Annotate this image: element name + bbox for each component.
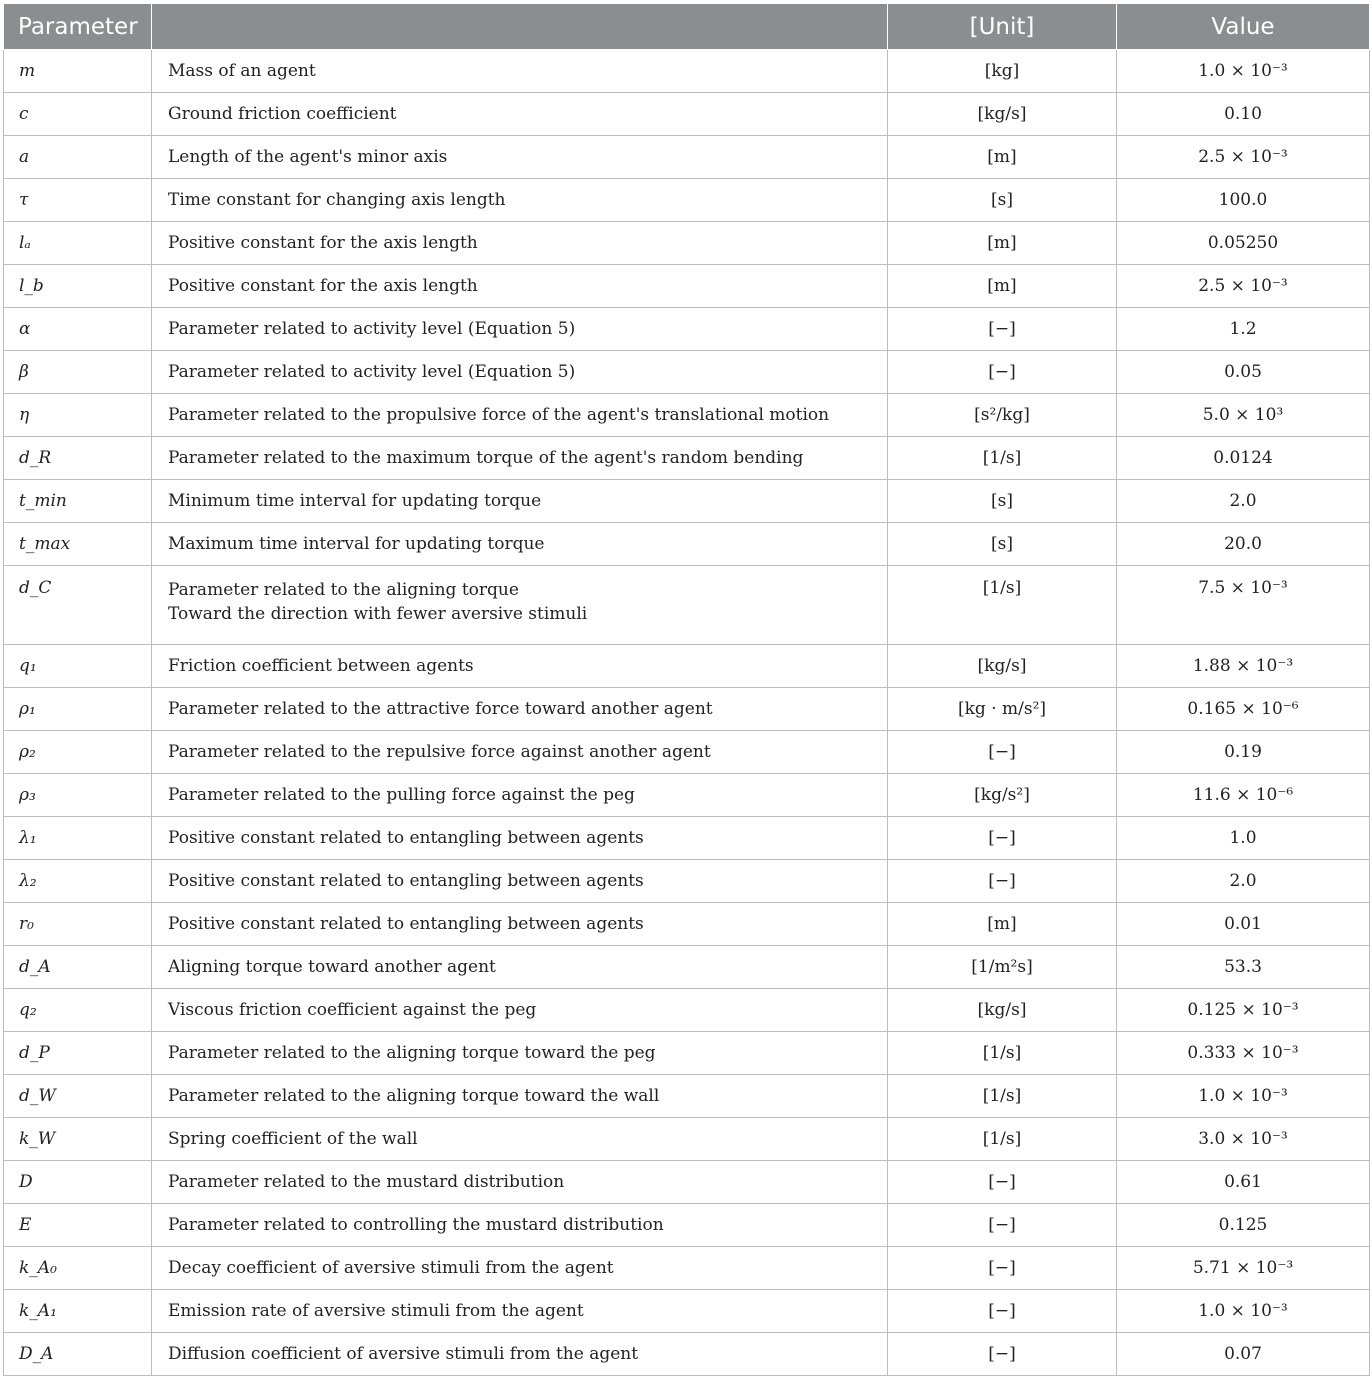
parameter-symbol: λ₁ bbox=[4, 817, 152, 860]
parameter-description bbox=[152, 989, 888, 1032]
table-row bbox=[4, 308, 1370, 351]
parameter-value: 1.0 × 10⁻³ bbox=[1117, 1290, 1370, 1333]
parameter-description bbox=[152, 1118, 888, 1161]
parameter-symbol: ρ₂ bbox=[4, 731, 152, 774]
parameter-value: 0.05 bbox=[1117, 351, 1370, 394]
table-row bbox=[4, 946, 1370, 989]
parameter-value: 7.5 × 10⁻³ bbox=[1117, 566, 1370, 645]
table-row bbox=[4, 136, 1370, 179]
description-line: Parameter related to the maximum torque of the agent's random bending bbox=[168, 448, 804, 468]
parameter-value: 1.0 bbox=[1117, 817, 1370, 860]
parameter-value: 1.0 × 10⁻³ bbox=[1117, 50, 1370, 93]
description-line: Mass of an agent bbox=[168, 61, 316, 81]
parameter-unit: [−] bbox=[888, 1290, 1117, 1333]
description-line: Parameter related to the aligning torque toward the peg bbox=[168, 1043, 656, 1063]
table-row bbox=[4, 222, 1370, 265]
parameter-symbol: a bbox=[4, 136, 152, 179]
parameter-value: 0.01 bbox=[1117, 903, 1370, 946]
parameter-value: 1.0 × 10⁻³ bbox=[1117, 1075, 1370, 1118]
table-row bbox=[4, 817, 1370, 860]
parameter-value: 0.125 × 10⁻³ bbox=[1117, 989, 1370, 1032]
parameter-unit: [s] bbox=[888, 523, 1117, 566]
parameter-unit: [kg/s] bbox=[888, 93, 1117, 136]
parameter-symbol: α bbox=[4, 308, 152, 351]
parameter-symbol: q₁ bbox=[4, 645, 152, 688]
parameter-symbol: l_b bbox=[4, 265, 152, 308]
parameter-symbol: t_min bbox=[4, 480, 152, 523]
parameter-description bbox=[152, 308, 888, 351]
parameter-unit: [m] bbox=[888, 265, 1117, 308]
parameter-value: 0.10 bbox=[1117, 93, 1370, 136]
parameter-value: 0.05250 bbox=[1117, 222, 1370, 265]
description-line: Positive constant related to entangling between agents bbox=[168, 828, 644, 848]
description-line: Parameter related to activity level (Equation 5) bbox=[168, 319, 576, 339]
parameter-symbol: D_A bbox=[4, 1333, 152, 1376]
parameter-unit: [m] bbox=[888, 903, 1117, 946]
parameter-value: 5.71 × 10⁻³ bbox=[1117, 1247, 1370, 1290]
parameter-description bbox=[152, 1204, 888, 1247]
table-row bbox=[4, 1032, 1370, 1075]
parameter-description bbox=[152, 394, 888, 437]
description-line: Parameter related to controlling the mustard distribution bbox=[168, 1215, 664, 1235]
parameter-description bbox=[152, 1075, 888, 1118]
header-description bbox=[152, 4, 888, 50]
parameter-unit: [1/s] bbox=[888, 1118, 1117, 1161]
description-line: Length of the agent's minor axis bbox=[168, 147, 448, 167]
description-line: Positive constant for the axis length bbox=[168, 276, 478, 296]
description-line: Aligning torque toward another agent bbox=[168, 957, 496, 977]
description-line: Decay coefficient of aversive stimuli from the agent bbox=[168, 1258, 614, 1278]
parameter-description bbox=[152, 222, 888, 265]
table-row bbox=[4, 50, 1370, 93]
table-row bbox=[4, 93, 1370, 136]
description-line: Parameter related to the aligning torque toward the wall bbox=[168, 1086, 660, 1106]
parameter-value: 0.19 bbox=[1117, 731, 1370, 774]
table-row bbox=[4, 1204, 1370, 1247]
description-line: Parameter related to activity level (Equation 5) bbox=[168, 362, 576, 382]
header-unit: [Unit] bbox=[888, 4, 1117, 50]
parameter-unit: [−] bbox=[888, 860, 1117, 903]
parameter-description bbox=[152, 351, 888, 394]
description-line: Positive constant for the axis length bbox=[168, 233, 478, 253]
parameter-table bbox=[3, 3, 1370, 1376]
parameter-unit: [kg/s] bbox=[888, 645, 1117, 688]
parameter-symbol: λ₂ bbox=[4, 860, 152, 903]
description-line: Parameter related to the pulling force against the peg bbox=[168, 785, 635, 805]
parameter-description bbox=[152, 1333, 888, 1376]
description-line: Friction coefficient between agents bbox=[168, 656, 474, 676]
table-row bbox=[4, 903, 1370, 946]
table-row bbox=[4, 688, 1370, 731]
table-row bbox=[4, 1247, 1370, 1290]
parameter-value: 0.125 bbox=[1117, 1204, 1370, 1247]
parameter-symbol: β bbox=[4, 351, 152, 394]
parameter-symbol: lₐ bbox=[4, 222, 152, 265]
parameter-description bbox=[152, 688, 888, 731]
parameter-description bbox=[152, 903, 888, 946]
description-line: Parameter related to the aligning torque bbox=[168, 580, 519, 600]
header-parameter: Parameter bbox=[4, 4, 152, 50]
header-row bbox=[4, 4, 1370, 50]
parameter-unit: [kg/s²] bbox=[888, 774, 1117, 817]
parameter-unit: [−] bbox=[888, 351, 1117, 394]
parameter-symbol: ρ₁ bbox=[4, 688, 152, 731]
parameter-value: 0.61 bbox=[1117, 1161, 1370, 1204]
table-row bbox=[4, 774, 1370, 817]
parameter-description bbox=[152, 860, 888, 903]
description-line: Diffusion coefficient of aversive stimuli from the agent bbox=[168, 1344, 639, 1364]
parameter-symbol: d_W bbox=[4, 1075, 152, 1118]
parameter-symbol: d_P bbox=[4, 1032, 152, 1075]
parameter-unit: [−] bbox=[888, 1204, 1117, 1247]
description-line: Spring coefficient of the wall bbox=[168, 1129, 418, 1149]
table-row bbox=[4, 437, 1370, 480]
table-row bbox=[4, 1333, 1370, 1376]
parameter-symbol: k_W bbox=[4, 1118, 152, 1161]
table-row bbox=[4, 645, 1370, 688]
parameter-symbol: η bbox=[4, 394, 152, 437]
parameter-unit: [−] bbox=[888, 1161, 1117, 1204]
parameter-unit: [s²/kg] bbox=[888, 394, 1117, 437]
parameter-symbol: D bbox=[4, 1161, 152, 1204]
table-row bbox=[4, 566, 1370, 645]
description-line: Time constant for changing axis length bbox=[168, 190, 506, 210]
parameter-value: 5.0 × 10³ bbox=[1117, 394, 1370, 437]
parameter-value: 3.0 × 10⁻³ bbox=[1117, 1118, 1370, 1161]
parameter-symbol: m bbox=[4, 50, 152, 93]
table-row bbox=[4, 1118, 1370, 1161]
description-line: Emission rate of aversive stimuli from the agent bbox=[168, 1301, 584, 1321]
parameter-description bbox=[152, 566, 888, 645]
parameter-description bbox=[152, 265, 888, 308]
parameter-description bbox=[152, 1032, 888, 1075]
table-row bbox=[4, 179, 1370, 222]
parameter-symbol: t_max bbox=[4, 523, 152, 566]
parameter-unit: [−] bbox=[888, 731, 1117, 774]
description-line: Positive constant related to entangling between agents bbox=[168, 871, 644, 891]
parameter-value: 11.6 × 10⁻⁶ bbox=[1117, 774, 1370, 817]
parameter-unit: [kg · m/s²] bbox=[888, 688, 1117, 731]
parameter-value: 0.07 bbox=[1117, 1333, 1370, 1376]
parameter-symbol: d_C bbox=[4, 566, 152, 645]
parameter-description bbox=[152, 93, 888, 136]
parameter-value: 1.88 × 10⁻³ bbox=[1117, 645, 1370, 688]
description-line: Maximum time interval for updating torque bbox=[168, 534, 545, 554]
parameter-symbol: r₀ bbox=[4, 903, 152, 946]
parameter-description bbox=[152, 774, 888, 817]
parameter-description bbox=[152, 817, 888, 860]
header-value: Value bbox=[1117, 4, 1370, 50]
parameter-value: 1.2 bbox=[1117, 308, 1370, 351]
parameter-unit: [s] bbox=[888, 480, 1117, 523]
parameter-value: 0.333 × 10⁻³ bbox=[1117, 1032, 1370, 1075]
parameter-unit: [1/s] bbox=[888, 1075, 1117, 1118]
parameter-description bbox=[152, 179, 888, 222]
parameter-description bbox=[152, 136, 888, 179]
parameter-symbol: d_R bbox=[4, 437, 152, 480]
parameter-unit: [kg/s] bbox=[888, 989, 1117, 1032]
description-line: Viscous friction coefficient against the peg bbox=[168, 1000, 537, 1020]
parameter-description bbox=[152, 1161, 888, 1204]
parameter-description bbox=[152, 946, 888, 989]
parameter-description bbox=[152, 645, 888, 688]
table-row bbox=[4, 523, 1370, 566]
parameter-unit: [−] bbox=[888, 1333, 1117, 1376]
parameter-symbol: q₂ bbox=[4, 989, 152, 1032]
parameter-symbol: ρ₃ bbox=[4, 774, 152, 817]
description-line: Parameter related to the propulsive force of the agent's translational motion bbox=[168, 405, 830, 425]
parameter-symbol: k_A₀ bbox=[4, 1247, 152, 1290]
table-row bbox=[4, 265, 1370, 308]
parameter-value: 0.0124 bbox=[1117, 437, 1370, 480]
parameter-description bbox=[152, 50, 888, 93]
table-row bbox=[4, 351, 1370, 394]
parameter-value: 53.3 bbox=[1117, 946, 1370, 989]
parameter-value: 100.0 bbox=[1117, 179, 1370, 222]
table-row bbox=[4, 731, 1370, 774]
parameter-unit: [kg] bbox=[888, 50, 1117, 93]
parameter-description bbox=[152, 437, 888, 480]
description-line: Parameter related to the repulsive force against another agent bbox=[168, 742, 711, 762]
parameter-unit: [m] bbox=[888, 136, 1117, 179]
parameter-unit: [−] bbox=[888, 308, 1117, 351]
parameter-symbol: k_A₁ bbox=[4, 1290, 152, 1333]
parameter-description bbox=[152, 1247, 888, 1290]
parameter-value: 2.0 bbox=[1117, 860, 1370, 903]
description-line: Positive constant related to entangling between agents bbox=[168, 914, 644, 934]
parameter-symbol: τ bbox=[4, 179, 152, 222]
parameter-unit: [s] bbox=[888, 179, 1117, 222]
parameter-unit: [−] bbox=[888, 817, 1117, 860]
parameter-unit: [1/s] bbox=[888, 437, 1117, 480]
parameter-description bbox=[152, 1290, 888, 1333]
parameter-description bbox=[152, 523, 888, 566]
parameter-unit: [−] bbox=[888, 1247, 1117, 1290]
parameter-symbol: d_A bbox=[4, 946, 152, 989]
parameter-unit: [1/m²s] bbox=[888, 946, 1117, 989]
description-line: Minimum time interval for updating torque bbox=[168, 491, 542, 511]
parameter-symbol: E bbox=[4, 1204, 152, 1247]
description-line: Parameter related to the mustard distribution bbox=[168, 1172, 565, 1192]
parameter-value: 2.0 bbox=[1117, 480, 1370, 523]
parameter-unit: [m] bbox=[888, 222, 1117, 265]
table-row bbox=[4, 1290, 1370, 1333]
description-line: Parameter related to the attractive force toward another agent bbox=[168, 699, 713, 719]
table-row bbox=[4, 394, 1370, 437]
table-row bbox=[4, 989, 1370, 1032]
description-line: Toward the direction with fewer aversive stimuli bbox=[168, 604, 588, 624]
parameter-value: 2.5 × 10⁻³ bbox=[1117, 136, 1370, 179]
parameter-value: 2.5 × 10⁻³ bbox=[1117, 265, 1370, 308]
description-line: Ground friction coefficient bbox=[168, 104, 397, 124]
parameter-unit: [1/s] bbox=[888, 566, 1117, 645]
parameter-value: 20.0 bbox=[1117, 523, 1370, 566]
table-row bbox=[4, 1075, 1370, 1118]
parameter-description bbox=[152, 480, 888, 523]
parameter-unit: [1/s] bbox=[888, 1032, 1117, 1075]
table-row bbox=[4, 480, 1370, 523]
parameter-symbol: c bbox=[4, 93, 152, 136]
table-row bbox=[4, 1161, 1370, 1204]
table-row bbox=[4, 860, 1370, 903]
parameter-description bbox=[152, 731, 888, 774]
parameter-value: 0.165 × 10⁻⁶ bbox=[1117, 688, 1370, 731]
